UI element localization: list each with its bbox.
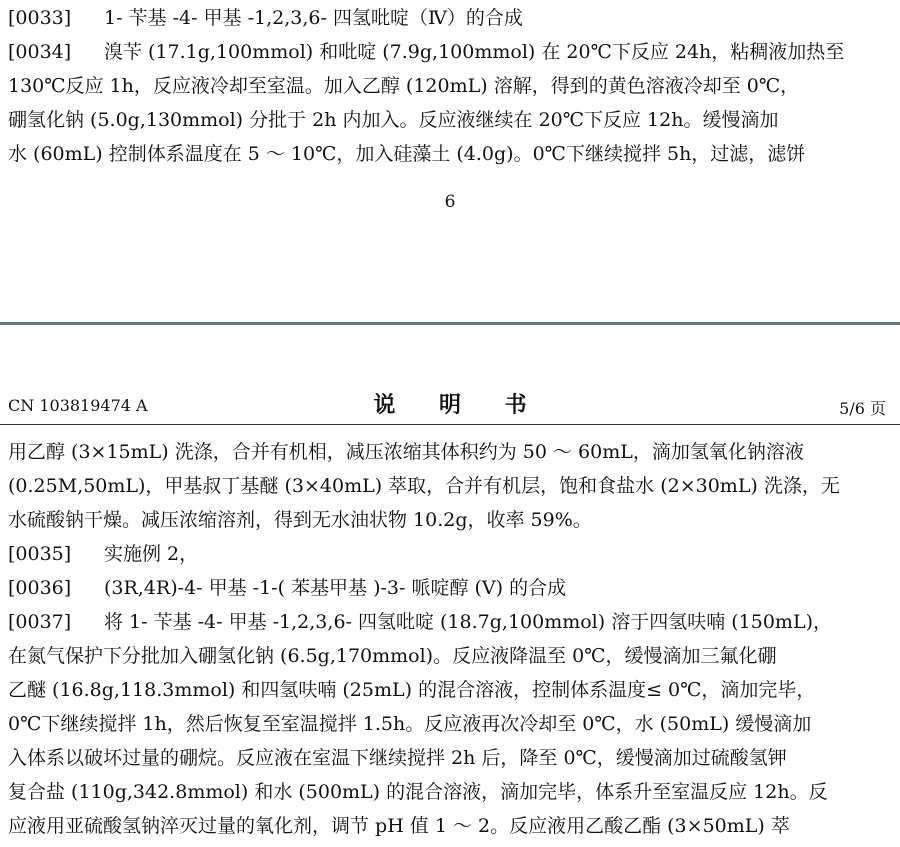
current-page [0, 338, 900, 847]
paragraph-number: [0033] [8, 7, 72, 29]
paragraph-0034-line-3 [8, 105, 886, 135]
paragraph-text: 乙醚 (16.8g,118.3mmol) 和四氢呋喃 (25mL) 的混合溶液，控制体系温度≤ 0℃，滴加完毕， [8, 679, 816, 701]
paragraph-text: 硼氢化钠 (5.0g,130mmol) 分批于 2h 内加入。反应液继续在 20℃下反应 12h。缓慢滴加 [8, 109, 779, 131]
paragraph-0035 [8, 539, 886, 569]
paragraph-text: (3R,4R)-4- 甲基 -1-( 苯基甲基 )-3- 哌啶醇 (V) 的合成 [104, 577, 567, 599]
paragraph-text: 1- 苄基 -4- 甲基 -1,2,3,6- 四氢吡啶（Ⅳ）的合成 [104, 7, 523, 29]
paragraph-text: 应液用亚硫酸氢钠淬灭过量的氧化剂，调节 pH 值 1 ～ 2。反应液用乙酸乙酯 (3×50mL) 萃 [8, 815, 790, 837]
paragraph-0036 [8, 573, 886, 603]
paragraph-0034-line-1 [8, 37, 886, 67]
paragraph-number: [0036] [8, 577, 72, 599]
paragraph-0034-line-2 [8, 71, 886, 101]
paragraph-text: 水硫酸钠干燥。减压浓缩溶剂，得到无水油状物 10.2g，收率 59%。 [8, 509, 592, 531]
paragraph-0033-line-1 [8, 3, 886, 33]
page-header [0, 388, 900, 422]
paragraph-text: 水 (60mL) 控制体系温度在 5 ～ 10℃，加入硅藻土 (4.0g)。0℃下继续搅拌 5h，过滤，滤饼 [8, 143, 806, 165]
paragraph-text: 实施例 2， [104, 543, 199, 565]
page-separator [0, 322, 900, 325]
paragraph-text: 复合盐 (110g,342.8mmol) 和水 (500mL) 的混合溶液，滴加完毕，体系升至室温反应 12h。反 [8, 781, 828, 803]
paragraph-text: 将 1- 苄基 -4- 甲基 -1,2,3,6- 四氢吡啶 (18.7g,100mmol) 溶于四氢呋喃 (150mL)， [104, 611, 832, 633]
paragraph-0037-line-7 [8, 811, 886, 841]
paragraph-0037-line-2 [8, 641, 886, 671]
paragraph-text: 在氮气保护下分批加入硼氢化钠 (6.5g,170mmol)。反应液降温至 0℃，缓慢滴加三氟化硼 [8, 645, 777, 667]
paragraph-0034-line-7 [8, 505, 886, 535]
previous-page-bottom [0, 0, 900, 320]
paragraph-0034-line-5 [8, 437, 886, 467]
page-info: 5/6 页 [839, 399, 886, 418]
paragraph-text: 溴苄 (17.1g,100mmol) 和吡啶 (7.9g,100mmol) 在 20℃下反应 24h，粘稠液加热至 [104, 41, 845, 63]
paragraph-0037-line-1 [8, 607, 886, 637]
paragraph-0037-line-5 [8, 743, 886, 773]
paragraph-0037-line-6 [8, 777, 886, 807]
paragraph-text: (0.25M,50mL)，甲基叔丁基醚 (3×40mL) 萃取，合并有机层，饱和食盐水 (2×30mL) 洗涤，无 [8, 475, 840, 497]
header-rule [0, 424, 900, 425]
page-number: 6 [444, 192, 456, 212]
paragraph-0037-line-3 [8, 675, 886, 705]
paragraph-0034-line-4 [8, 139, 886, 169]
paragraph-number: [0034] [8, 41, 72, 63]
paragraph-text: 入体系以破坏过量的硼烷。反应液在室温下继续搅拌 2h 后，降至 0℃，缓慢滴加过硫酸氢钾 [8, 747, 787, 769]
paragraph-text: 0℃下继续搅拌 1h，然后恢复至室温搅拌 1.5h。反应液再次冷却至 0℃，水 (50mL) 缓慢滴加 [8, 713, 812, 735]
paragraph-number: [0037] [8, 611, 72, 633]
paragraph-0034-line-6 [8, 471, 886, 501]
document-title: 说 明 书 [373, 392, 545, 418]
paragraph-0037-line-4 [8, 709, 886, 739]
paragraph-number: [0035] [8, 543, 72, 565]
paragraph-text: 用乙醇 (3×15mL) 洗涤，合并有机相，减压浓缩其体积约为 50 ～ 60mL，滴加氢氧化钠溶液 [8, 441, 804, 463]
patent-number: CN 103819474 A [8, 396, 148, 415]
paragraph-text: 130℃反应 1h，反应液冷却至室温。加入乙醇 (120mL) 溶解，得到的黄色溶液冷却至 0℃， [8, 75, 800, 97]
